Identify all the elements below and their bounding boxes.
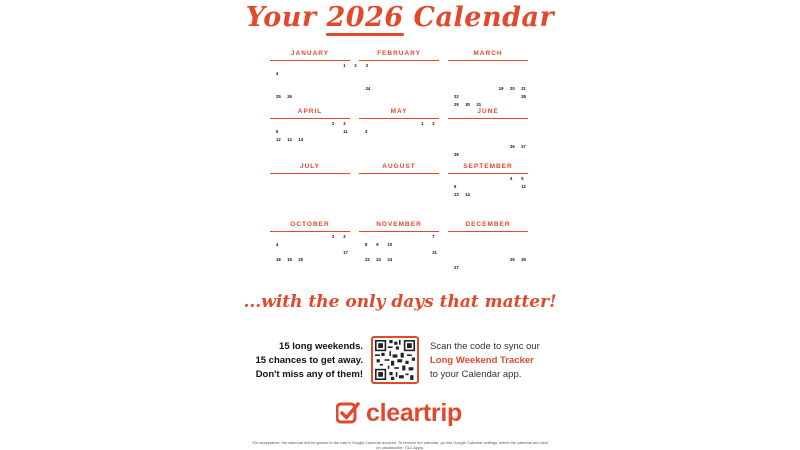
month-name: NOVEMBER — [359, 221, 439, 232]
month-days — [448, 174, 528, 220]
calendar-day: 12 — [276, 136, 281, 142]
title-prefix: Your — [245, 2, 317, 33]
month-name: JULY — [270, 163, 350, 174]
calendar-day: 6 — [454, 183, 457, 189]
calendar-day: 25 — [510, 257, 515, 263]
title-suffix: Calendar — [413, 2, 555, 33]
calendar-day: 26 — [521, 257, 526, 263]
calendar-day: 5 — [521, 176, 524, 181]
month-name: SEPTEMBER — [448, 163, 528, 174]
month-july — [270, 163, 350, 220]
calendar-day: 4 — [276, 241, 279, 247]
month-days — [270, 232, 350, 278]
month-days — [270, 61, 371, 107]
calendar-day: 3 — [365, 128, 368, 134]
month-days — [359, 61, 439, 107]
month-days — [359, 232, 439, 278]
month-december — [448, 221, 528, 278]
calendar-day: 20 — [298, 257, 304, 263]
brand-name: cleartrip — [366, 398, 462, 427]
month-february — [359, 50, 439, 107]
month-days — [359, 174, 439, 220]
calendar-day: 3 — [365, 63, 368, 68]
calendar-day: 2 — [332, 234, 335, 239]
calendar-day: 14 — [465, 191, 470, 197]
tracker-link[interactable]: Long Weekend Tracker — [430, 355, 534, 366]
calendar-day: 26 — [510, 144, 515, 150]
month-days — [448, 119, 528, 165]
promo-line-1: 15 long weekends. — [279, 341, 363, 352]
calendar-day: 14 — [298, 136, 304, 142]
month-days — [448, 232, 528, 278]
calendar-day: 30 — [465, 102, 470, 107]
calendar-day: 24 — [365, 86, 371, 92]
calendar-day: 22 — [365, 257, 370, 263]
year-underline — [326, 33, 403, 36]
tagline: ...with the only days that matter! — [243, 292, 557, 312]
scan-prefix: Scan the code to sync our — [430, 341, 540, 352]
month-name: FEBRUARY — [359, 50, 439, 61]
cleartrip-logo[interactable] — [336, 399, 462, 427]
month-march — [448, 50, 528, 107]
calendar-day: 27 — [454, 265, 459, 271]
month-name: JUNE — [448, 108, 528, 119]
calendar-day: 31 — [476, 102, 482, 107]
calendar-day: 28 — [521, 94, 526, 100]
month-november — [359, 221, 439, 278]
calendar-day: 9 — [376, 241, 379, 247]
footnote: *On acceptance, the calendar will be synced to the user's Google Calendar account. To remove the calendar, go into Google Calendar settings, select the calendar and click on unsubscribe. T&C Apply. — [251, 440, 549, 450]
title-year-text: 2026 — [326, 2, 404, 33]
calendar-day: 2 — [432, 121, 435, 126]
promo-text — [250, 340, 363, 382]
page-title — [0, 2, 800, 33]
calendar-day: 23 — [376, 257, 381, 263]
calendar-day: 21 — [521, 86, 526, 92]
calendar-day: 11 — [343, 128, 348, 134]
scan-suffix: to your Calendar app. — [430, 369, 522, 380]
calendar-day: 18 — [276, 257, 281, 263]
month-name: AUGUST — [359, 163, 439, 174]
calendar-day: 7 — [432, 234, 435, 239]
month-days — [448, 61, 528, 107]
calendar-day: 4 — [510, 176, 513, 181]
qr-code-graphic — [375, 340, 415, 380]
calendar-day: 21 — [432, 249, 437, 255]
calendar-day: 19 — [287, 257, 292, 263]
calendar-day: 29 — [454, 102, 459, 107]
calendar-day: 1 — [421, 121, 424, 126]
month-august — [359, 163, 439, 220]
checkmark-logo-icon — [336, 401, 360, 425]
calendar-day: 1 — [343, 63, 346, 68]
month-name: APRIL — [270, 108, 350, 119]
calendar-day: 10 — [387, 241, 393, 247]
calendar-day: 28 — [454, 152, 459, 158]
month-january — [270, 50, 371, 107]
month-may — [359, 108, 439, 165]
scan-instructions — [430, 340, 570, 382]
month-name: MAY — [359, 108, 439, 119]
calendar-day: 2 — [354, 63, 357, 68]
promo-line-2: 15 chances to get away. — [255, 355, 363, 366]
month-june — [448, 108, 528, 165]
month-days — [359, 119, 439, 165]
month-days — [270, 174, 350, 220]
calendar-day: 19 — [498, 86, 504, 92]
calendar-day: 25 — [276, 94, 281, 100]
calendar-day: 2 — [332, 121, 335, 126]
month-september — [448, 163, 528, 220]
calendar-day: 13 — [454, 191, 459, 197]
calendar-day: 3 — [343, 121, 346, 126]
month-name: MARCH — [448, 50, 528, 61]
calendar-day: 17 — [343, 249, 348, 255]
promo-line-3: Don't miss any of them! — [255, 369, 363, 380]
calendar-day: 20 — [510, 86, 515, 92]
calendar-day: 12 — [521, 183, 526, 189]
month-name: OCTOBER — [270, 221, 350, 232]
calendar-day: 26 — [287, 94, 292, 100]
calendar-day: 13 — [287, 136, 292, 142]
month-name: JANUARY — [270, 50, 350, 61]
calendar-day: 3 — [343, 234, 346, 239]
qr-code-icon[interactable] — [371, 336, 419, 384]
month-days — [270, 119, 350, 165]
month-october — [270, 221, 350, 278]
calendar-day: 8 — [365, 241, 368, 247]
calendar-day: 4 — [276, 70, 279, 76]
month-april — [270, 108, 350, 165]
calendar-day: 24 — [387, 257, 393, 263]
calendar-day: 5 — [276, 128, 279, 134]
calendar-day: 22 — [454, 94, 459, 100]
calendar-day: 27 — [521, 144, 526, 150]
title-year — [326, 2, 403, 33]
month-name: DECEMBER — [448, 221, 528, 232]
